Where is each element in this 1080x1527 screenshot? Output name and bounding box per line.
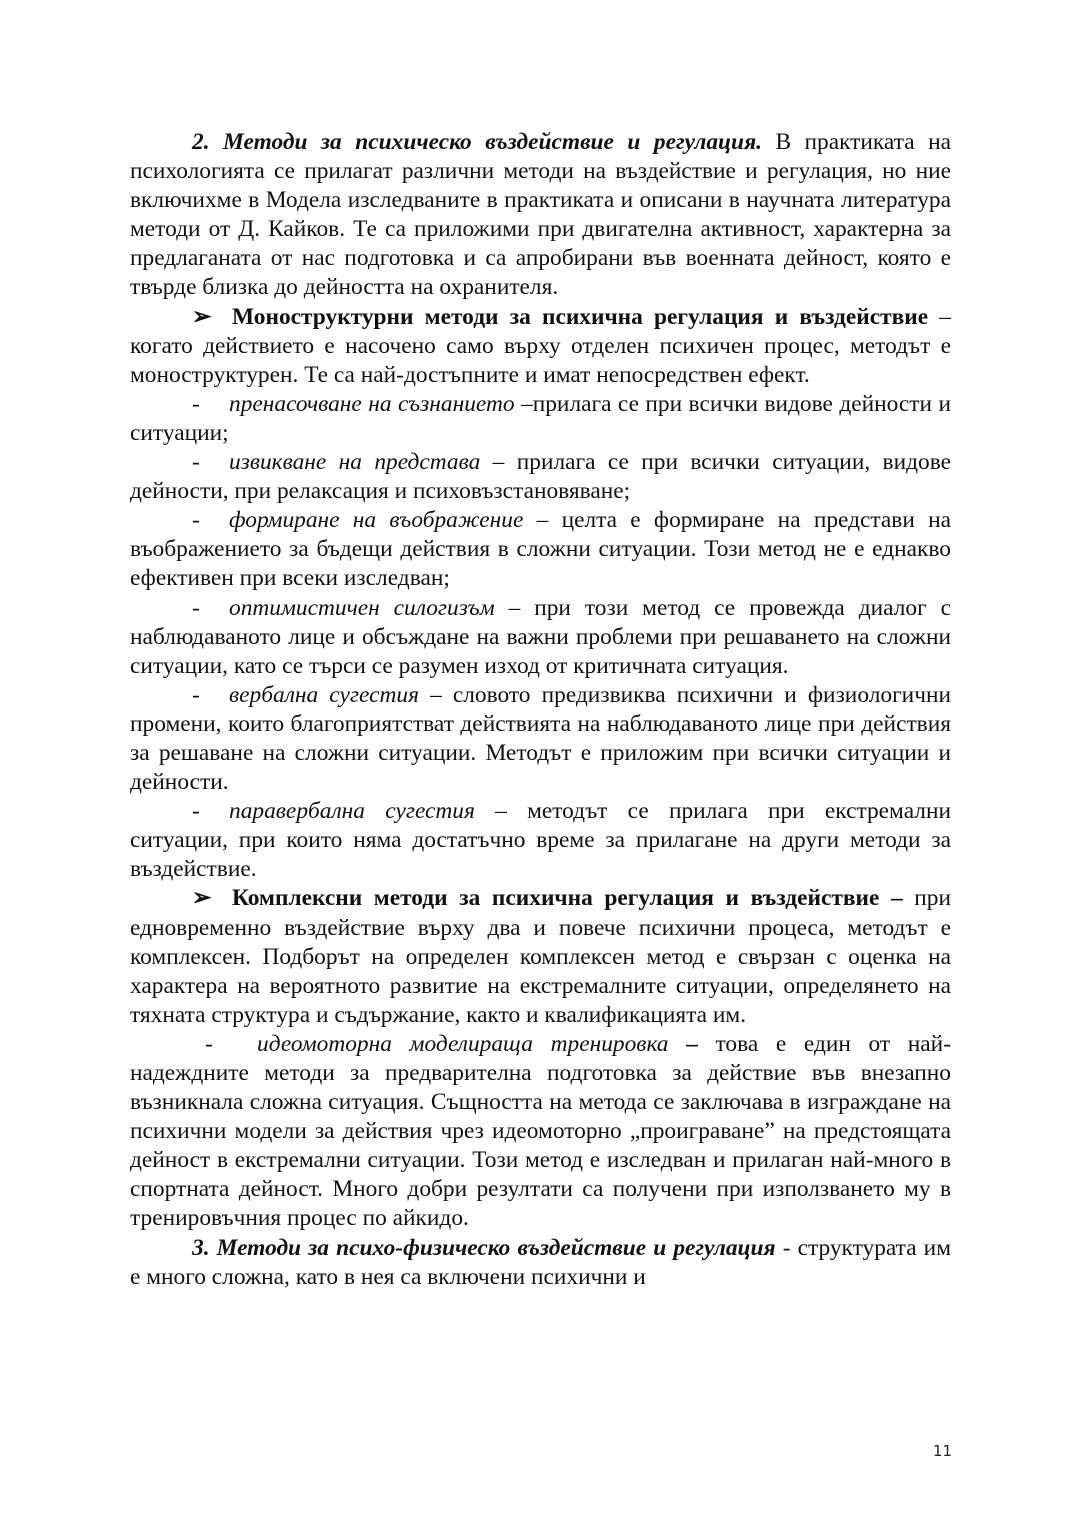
mono-methods-paragraph	[130, 303, 951, 390]
section-2-paragraph	[130, 128, 951, 303]
section-2-heading: 2. Методи за психическо въздействие и регулация.	[192, 129, 762, 155]
method-term: вербална сугестия	[229, 681, 419, 708]
method-term: идеомоторна моделираща тренировка	[257, 1030, 669, 1057]
method-description: – целта е формиране на представи на въображението за бъдещи действия в сложни ситуации. Този метод не е еднакво ефективен при всеки изследван;	[130, 507, 951, 592]
method-description: –прилага се при всички видове дейности и ситуации;	[130, 390, 952, 446]
arrow-bullet-icon: ➢	[192, 885, 212, 912]
document-page	[130, 128, 951, 1292]
dash-bullet: -	[192, 594, 200, 621]
dash-bullet: -	[192, 449, 200, 476]
dash-bullet: -	[192, 798, 200, 825]
method-term: паравербална сугестия	[229, 798, 475, 825]
complex-methods-paragraph	[130, 884, 951, 1029]
arrow-bullet-icon: ➢	[192, 303, 212, 330]
method-description: това е един от най-надеждните методи за предварителна подготовка за действие във внезапно възникнала сложна ситуация. Същността на метода се заключава в изграждане на психични модели за действия чрез идеомоторно „проиграване” на предстоящата дейност в екстремални ситуации. Този метод е изследван и прилаган най-много в спортната дейност. Много добри резултати са получени при използването му в тренировъчния процес по айкидо.	[130, 1030, 951, 1232]
complex-methods-text: при едновременно въздействие върху два и повече психични процеса, методът е комплексен. Подборът на определен комплексен метод е свързан с оценка на характера на вероятното развитие на екстремалните ситуации, определянето на тяхната структура и съдържание, както и квалификацията им.	[130, 885, 951, 1028]
method-description: – словото предизвиква психични и физиологични промени, които благоприятстват действията на наблюдаваното лице при действия за решаване на сложни ситуации. Методът е приложим при всички ситуации и дейности.	[130, 681, 951, 796]
mono-methods-text: – когато действието е насочено само върху отделен психичен процес, методът е моноструктурен. Те са най-достъпните и имат непосредствен ефект.	[130, 303, 951, 388]
method-description: – прилага се при всички ситуации, видове дейности, при релаксация и психовъзстановяване;	[130, 449, 951, 505]
list-item	[130, 506, 951, 593]
section-2-text: В практиката на психологията се прилагат различни методи на въздействие и регулация, но ние включихме в Модела изследваните в практиката и описани в научната литература методи от Д. Кайков. Те са приложими при двигателна активност, характерна за предлаганата от нас подготовка и са апробирани във военната дейност, която е твърде близка до дейността на охранителя.	[130, 129, 951, 301]
section-3-text: - структурата им е много сложна, като в нея са включени психични и	[130, 1234, 951, 1290]
section-3-paragraph	[130, 1234, 951, 1292]
method-term: формиране на въображение	[229, 507, 524, 534]
method-term: пренасочване на съзнанието	[229, 390, 515, 417]
dash-bullet: -	[192, 390, 200, 417]
complex-methods-heading: Комплексни методи за психична регулация и въздействие –	[232, 885, 903, 912]
list-item	[130, 594, 951, 681]
mono-methods-heading: Моноструктурни методи за психична регулация и въздействие	[232, 303, 929, 330]
method-term: оптимистичен силогизъм	[229, 594, 495, 621]
list-item	[130, 797, 951, 884]
method-description: – при този метод се провежда диалог с наблюдаваното лице и обсъждане на важни проблеми при решаването на сложни ситуации, като се търси се разумен изход от критичната ситуация.	[130, 594, 951, 679]
list-item	[130, 681, 951, 797]
list-item	[130, 390, 951, 448]
method-term: извикване на представа	[229, 449, 481, 476]
dash-bullet: -	[205, 1030, 213, 1057]
list-item	[130, 448, 951, 506]
method-description: – методът се прилага при екстремални ситуации, при които няма достатъчно време за прилагане на други методи за въздействие.	[130, 798, 951, 883]
dash-bullet: -	[192, 507, 200, 534]
list-item	[130, 1030, 951, 1234]
method-connector: –	[668, 1030, 716, 1057]
page-number: 11	[932, 1442, 952, 1460]
section-3-heading: 3. Методи за психо-физическо въздействие и регулация	[192, 1234, 776, 1261]
dash-bullet: -	[192, 681, 200, 708]
